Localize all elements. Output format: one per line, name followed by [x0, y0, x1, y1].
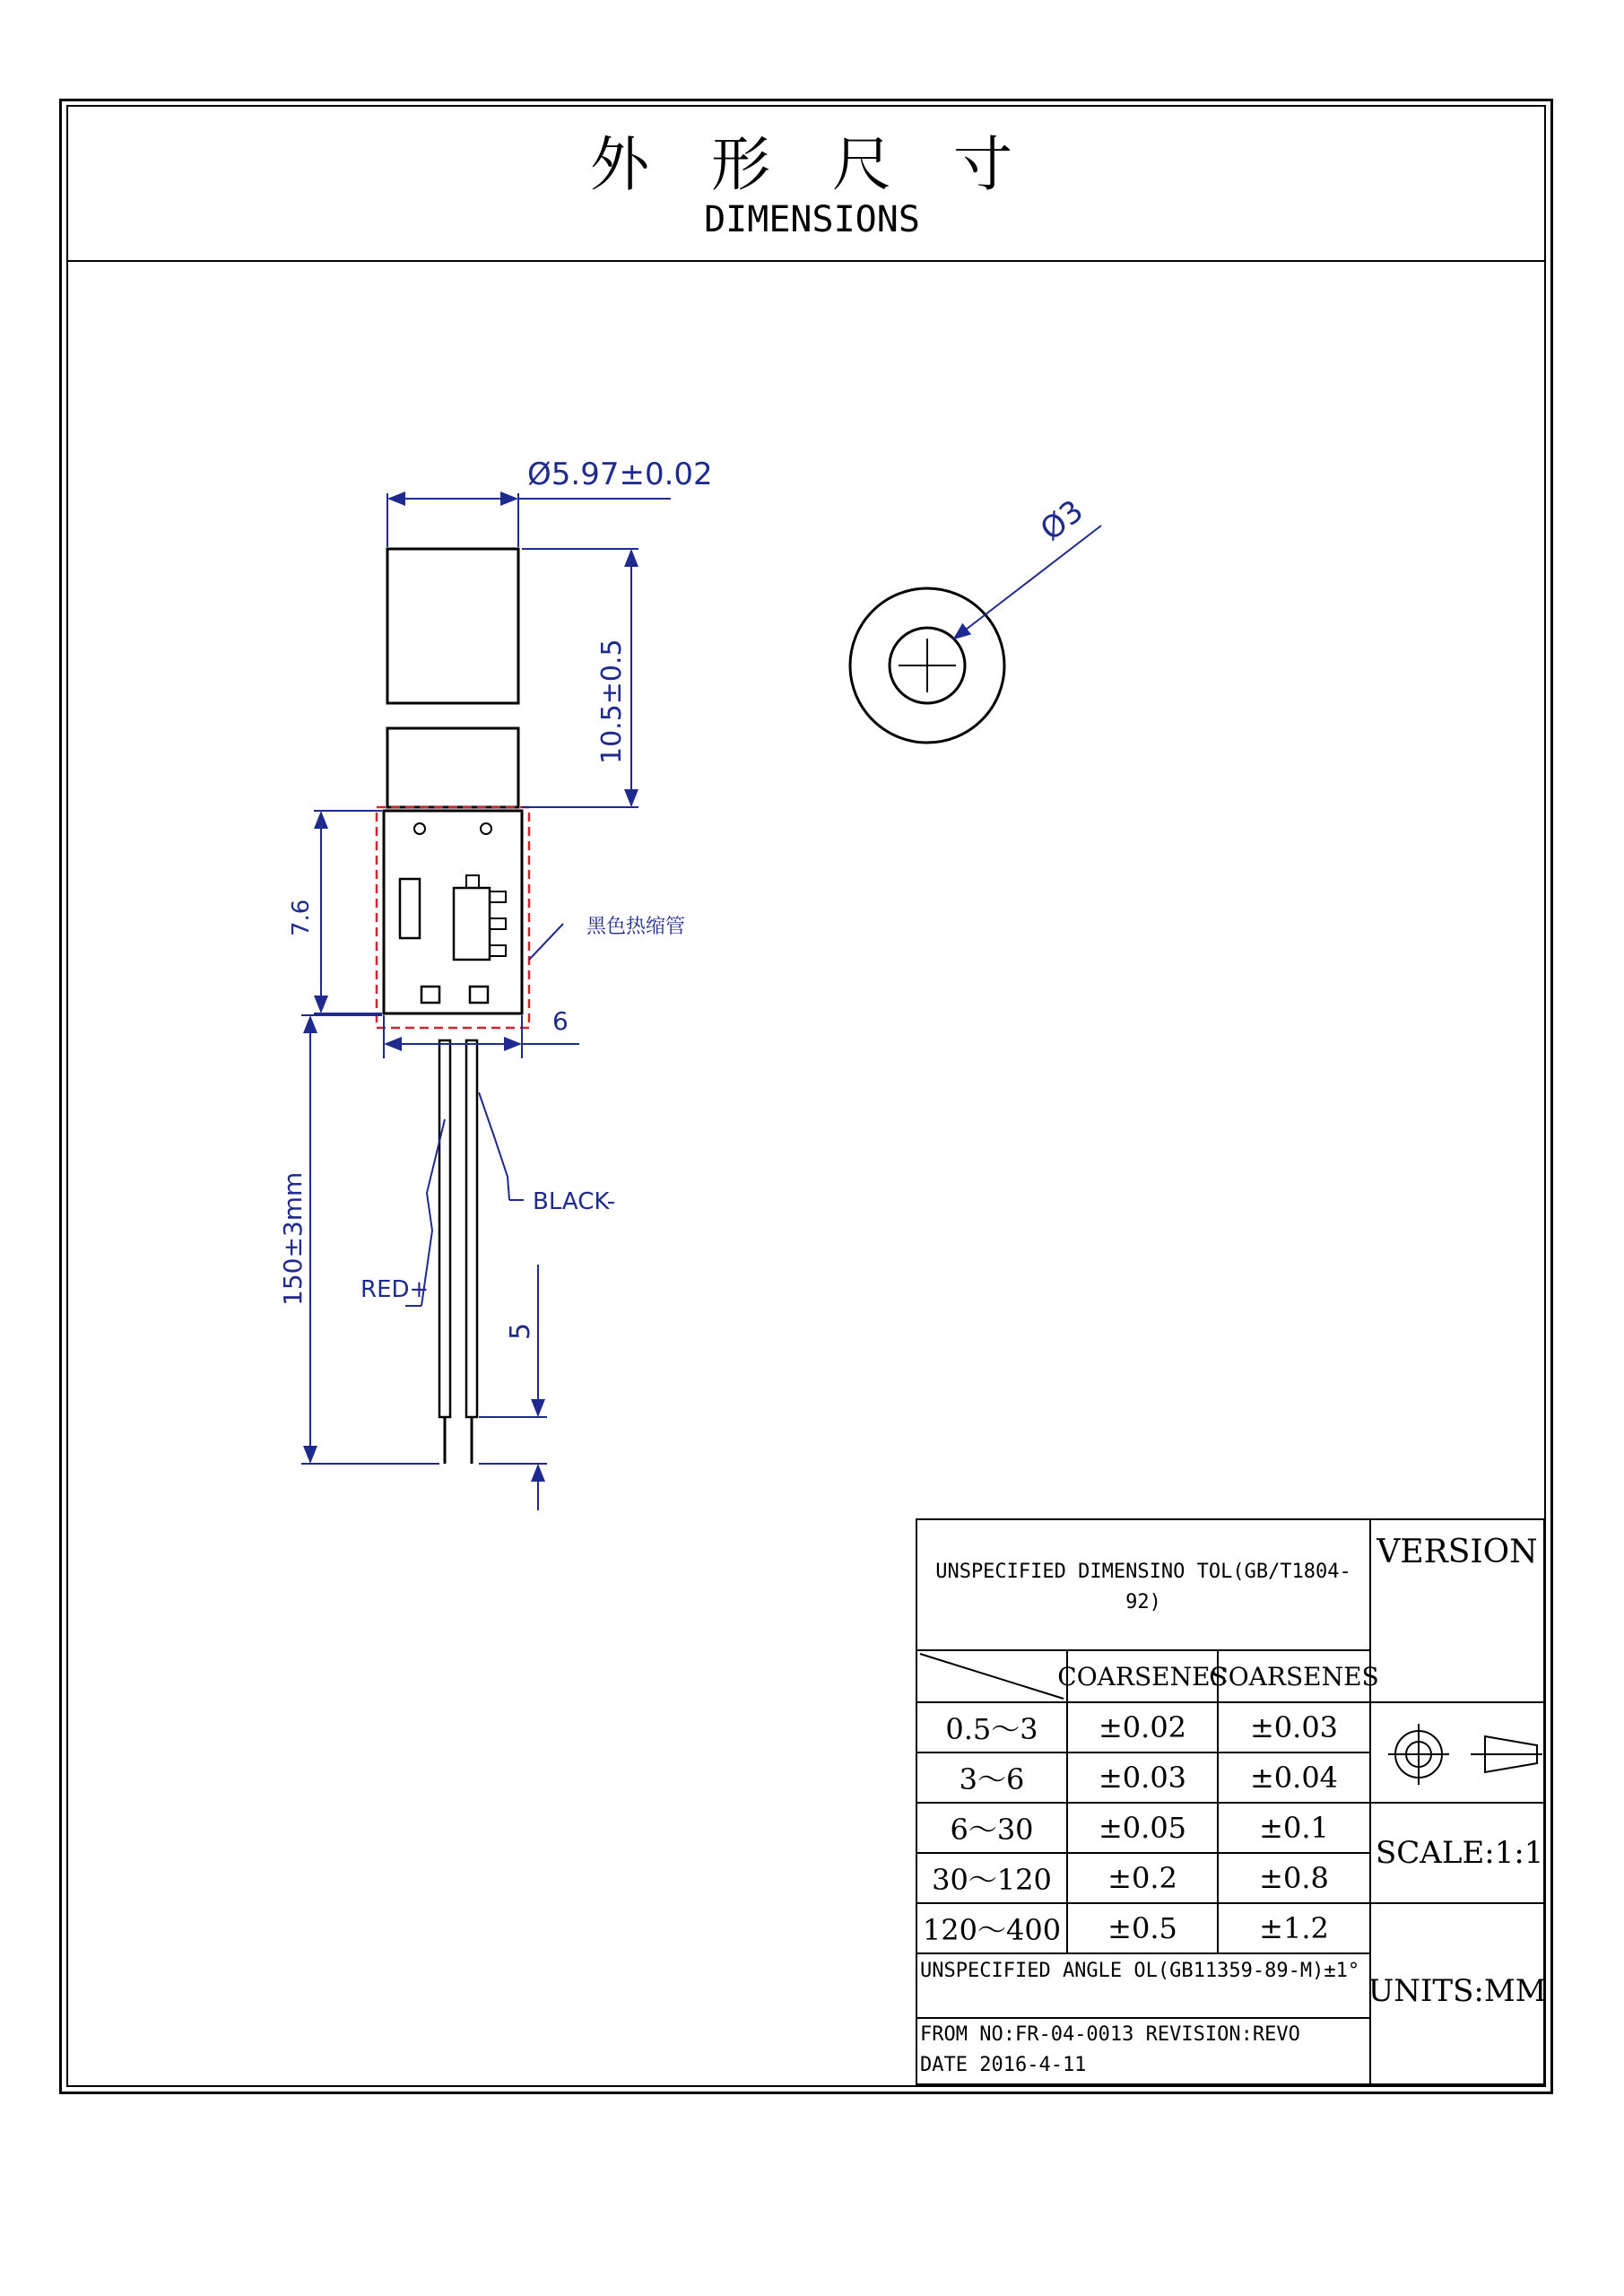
row-tol-b: ±0.03: [1249, 1710, 1339, 1744]
length-label: 10.5±0.5: [596, 639, 628, 764]
lead-length-label: 150±3mm: [278, 1171, 308, 1306]
red-lead-label: RED+: [360, 1276, 430, 1303]
row-tol-a: ±0.5: [1107, 1911, 1177, 1945]
angle-tolerance: UNSPECIFIED ANGLE OL(GB11359-89-M)±1°: [920, 1960, 1360, 1982]
diameter-label: Ø5.97±0.02: [527, 457, 713, 492]
tolerance-header: UNSPECIFIED DIMENSINO TOL(GB/T1804-92): [935, 1561, 1351, 1613]
row-tol-b: ±0.1: [1259, 1811, 1329, 1845]
black-lead-label: BLACK-: [533, 1188, 616, 1215]
row-range: 120～400: [922, 1913, 1062, 1947]
col-header-1: COARSENES: [1057, 1661, 1228, 1692]
end-view-diameter-label: Ø3: [1033, 492, 1090, 549]
row-tol-b: ±0.8: [1259, 1861, 1329, 1895]
board-height-label: 7.6: [288, 899, 315, 936]
row-tol-a: ±0.02: [1098, 1710, 1187, 1744]
col-header-2: COARSENES: [1209, 1661, 1379, 1692]
row-tol-a: ±0.05: [1098, 1811, 1187, 1845]
row-tol-a: ±0.03: [1098, 1761, 1187, 1795]
scale-label: SCALE:1:1: [1376, 1835, 1544, 1871]
strip-length-label: 5: [505, 1322, 536, 1340]
row-range: 3～6: [959, 1762, 1025, 1796]
row-tol-b: ±0.04: [1249, 1761, 1339, 1795]
row-tol-b: ±1.2: [1259, 1911, 1329, 1945]
row-range: 0.5～3: [945, 1712, 1038, 1746]
row-range: 6～30: [950, 1813, 1034, 1847]
version-label: VERSION: [1376, 1533, 1538, 1570]
board-width-label: 6: [552, 1006, 569, 1036]
heatshrink-note: 黑色热缩管: [586, 916, 686, 938]
title-chinese: 外 形 尺 寸: [590, 130, 1034, 199]
form-number: FROM NO:FR-04-0013 REVISION:REVO: [920, 2023, 1300, 2046]
units-label: UNITS:MM: [1368, 1973, 1547, 2009]
row-tol-a: ±0.2: [1107, 1861, 1177, 1895]
row-range: 30～120: [932, 1863, 1052, 1897]
title-english: DIMENSIONS: [704, 199, 920, 240]
drawing-date: DATE 2016-4-11: [920, 2054, 1087, 2076]
